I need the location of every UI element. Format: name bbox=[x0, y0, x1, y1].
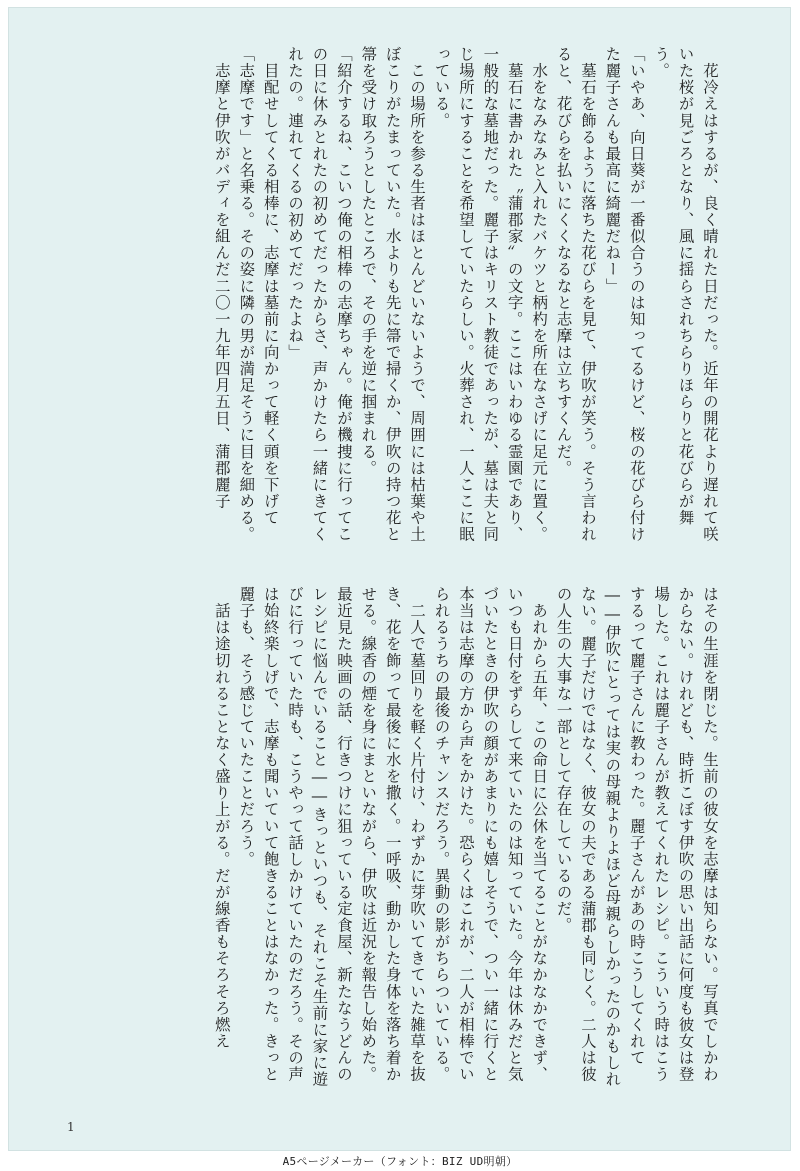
paragraph: この場所を参る生者はほとんどいないようで、周囲には枯葉や土ぼこりがたまっていた。水よりも先に箒で掃くか、伊吹の持つ花と箒を受け取ろうとしたところで、その手を逆に掴まれる。 bbox=[359, 46, 427, 543]
paragraph: 「紹介するね、こいつ俺の相棒の志摩ちゃん。俺が機捜に行ってこの日に休みとれたの初めてだったからさ、声かけたら一緒にきてくれたの。連れてくるの初めてだったよね」 bbox=[286, 46, 353, 543]
text-block-bottom bbox=[2, 586, 722, 1096]
paragraph: 墓石に書かれた〝蒲郡家〟の文字。ここはいわゆる霊園であり、一般的な墓地だった。麗子はキリスト教徒であったが、墓は夫と同じ場所にすることを希望していたらしい。火葬され、一人ここに眠っている。 bbox=[432, 46, 524, 543]
text-block-top bbox=[2, 46, 722, 556]
paragraph: 二人で墓回りを軽く片付け、わずかに芽吹いてきていた雑草を抜き、花を飾って最後に水を撒く。一呼吸、動かした身体を落ち着かせる。線香の煙を身にまといながら、伊吹は近況を報告し始めた。最近見た映画の話、行きつけに狙っている定食屋、新たなうどんのレシピに悩んでいること――きっといつも、それこそ生前に家に遊びに行っていた時も、こうやって話しかけていたのだろう。その声は始終楽しげで、志摩も聞いていて飽きることはなかった。きっと麗子も、そう感じていたことだろう。 bbox=[237, 586, 427, 1088]
paragraph: 志摩と伊吹がバディを組んだ二〇一九年四月五日、蒲郡麗子 bbox=[212, 46, 231, 510]
paragraph: 墓石を飾るように落ちた花びらを見て、伊吹が笑う。そう言われると、花びらを払いにくくなるなと志摩は立ちすくんだ。 bbox=[554, 46, 597, 543]
footer-caption: A5ページメーカー（フォント：BIZ UD明朝） bbox=[282, 1155, 518, 1168]
paragraph: 話は途切れることなく盛り上がる。だが線香もそろそろ燃え bbox=[212, 586, 231, 1050]
manuscript-page bbox=[8, 7, 791, 1151]
paragraph: 目配せしてくる相棒に、志摩は墓前に向かって軽く頭を下げて「志摩です」と名乗る。その姿に隣の男が満足そうに目を細める。 bbox=[237, 46, 280, 543]
page-number: 1 bbox=[67, 1120, 75, 1134]
paragraph: はその生涯を閉じた。生前の彼女を志摩は知らない。写真でしかわからない。けれども、時折こぼす伊吹の思い出話に何度も彼女は登場した。これは麗子さんが教えてくれたレシピ。こういう時はこうするって麗子さんに教わった。麗子さんがあの時こうしてくれて――伊吹にとっては実の母親よりよほど母親らしかったのかもしれない。麗子だけではなく、彼女の夫である蒲郡も同じく。二人は彼の人生の大事な一部として存在しているのだ。 bbox=[554, 586, 719, 1088]
paragraph: 花冷えはするが、良く晴れた日だった。近年の開花より遅れて咲いた桜が見ごろとなり、風に揺らされちらりほらりと花びらが舞う。 bbox=[652, 46, 719, 543]
paragraph: 「いやあ、向日葵が一番似合うのは知ってるけど、桜の花びら付けた麗子さんも最高に綺麗だねー」 bbox=[603, 46, 646, 543]
paragraph: 水をなみなみと入れたバケツと柄杓を所在なさげに足元に置く。 bbox=[530, 46, 549, 543]
paragraph: あれから五年、この命日に公休を当てることがなかなかできず、いつも日付をずらして来ていたのは知っていた。今年は休みだと気づいたときの伊吹の顔があまりにも嬉しそうで、つい一緒に行くと本当は志摩の方から声をかけた。恐らくはこれが、二人が相棒でいられるうちの最後のチャンスだろう。異動の影がちらついている。 bbox=[432, 586, 549, 1083]
